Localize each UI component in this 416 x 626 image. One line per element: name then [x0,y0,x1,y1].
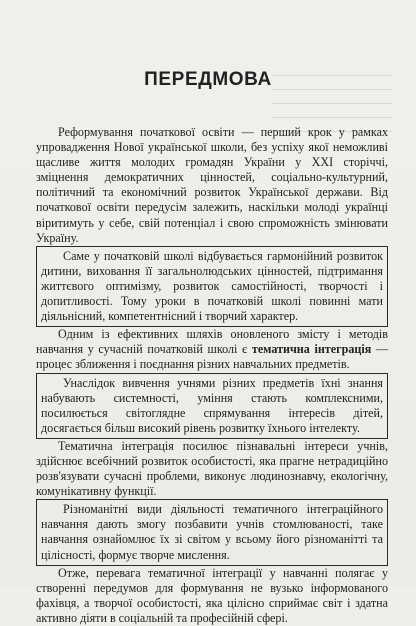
paragraph-5: Тематична інтеграція посилює пізнавальні інтереси учнів, здійснює всебічний розвиток особистості, яка прагне нетрадиційно розв'язувати сучасні проблеми, виконує людинознавчу, екологічну, комунікативну функції. [36,438,388,499]
paragraph-1: Реформування початкової освіти — перший крок у рамках упровадження Нової української школи, без успіху якої неможливі щасливе життя молодих громадян України у XXI сторіччі, зміцнення демократичних цінностей, соціально-культурний, політичний та економічний розвиток Української держави. Від початкової освіти передусім залежить, наскільки молоді українці віритимуть у себе, свій потенціал і свою спроможність змінювати Україну. [36,125,388,245]
paragraph-3-end: — процес зближення і поєднання різних навчальних предметів. [36,342,388,372]
paragraph-3 [36,327,388,372]
boxed-paragraph-3 [36,499,388,565]
boxed-paragraph-2 [36,373,388,439]
paragraph-3-start: Одним із ефективних шляхів оновленого змісту і методів навчання у сучасній початковій школі є [36,327,388,357]
paragraph-2: Саме у початковій школі відбувається гармонійний розвиток дитини, виховання її загальнолюдських цінностей, підтримання життєвого оптимізму, розвиток самостійності, творчості і допитливості. Тому уроки в початковій школі повинні мати діяльнісний, компетентнісний і творчий характер. [41,248,383,324]
boxed-paragraph [36,246,388,327]
paragraph-4: Унаслідок вивчення учнями різних предметів їхні знання набувають системності, уміння стають комплексними, посилюється світоглядне спрямування інтересів дітей, досягається більш високий рівень розвитку їхнього інтелекту. [41,375,383,435]
paragraph-3-bold-term: тематична інтеграція [251,342,372,357]
document-body [36,125,388,626]
paragraph-6: Різноманітні види діяльності тематичного інтеграційного навчання дають змогу позбавити учнів стомлюваності, таке навчання ознайомлює їх зі світом у всьому його різноманітті та цілісності, формує творче мислення. [41,502,383,562]
page-title: ПЕРЕДМОВА [144,69,272,90]
paragraph-7: Отже, перевага тематичної інтеграції у навчанні полягає у створенні передумов для формування не вузько інформованого фахівця, а творчої особистості, яка цілісно сприймає світ і здатна активно діяти в соціальній та професійній сфері. [36,565,388,625]
